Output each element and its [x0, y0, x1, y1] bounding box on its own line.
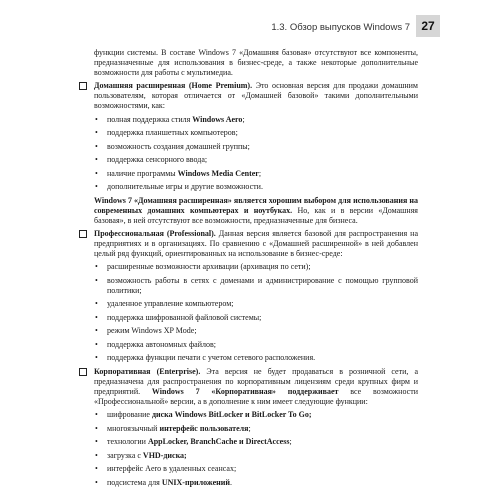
section-home-premium: [94, 81, 418, 111]
home-premium-title: Домашняя расширенная (Home Premium).: [94, 81, 253, 90]
bullet-icon: •: [95, 477, 98, 487]
bullet-icon: •: [95, 299, 98, 308]
bullet-icon: •: [95, 262, 98, 271]
page-number: 27: [416, 15, 440, 37]
bullet-icon: •: [95, 410, 98, 419]
home-premium-summary: Windows 7 «Домашняя расширенная» является хорошим выбором для использования на современных домашних компьютерах и ноутбуках. Но, как и в версии «Домашняя базовая», в ней отсутствуют все возможности, предназначенные для бизнеса.: [94, 195, 418, 225]
bullet-icon: •: [95, 423, 98, 433]
checkbox-square-icon: [79, 368, 87, 376]
list-item: • технологии AppLocker, BranchCache и DirectAccess;: [95, 437, 292, 446]
bullet-icon: •: [95, 155, 98, 164]
list-item: • многоязычный интерфейс пользователя;: [95, 423, 251, 433]
list-item: • возможность создания домашней группы;: [95, 141, 250, 151]
enterprise-title: Корпоративная (Enterprise).: [94, 366, 201, 376]
list-item: • поддержка шифрованной файловой системы;: [95, 312, 262, 322]
list-item: • поддержка функции печати с учетом сетевого расположения.: [95, 353, 316, 362]
bullet-icon: •: [95, 464, 98, 473]
bullet-icon: •: [95, 437, 98, 446]
bullet-icon: •: [95, 326, 98, 335]
home-premium-text: Это основная версия для продажи домашним пользователям, которая отличается от «Домашней базовой» такими дополнительными возможностями, как:: [94, 81, 418, 110]
checkbox-square-icon: [79, 82, 87, 90]
list-item: • интерфейс Aero в удаленных сеансах;: [95, 464, 237, 473]
bullet-icon: •: [95, 339, 98, 349]
list-item: • полная поддержка стиля Windows Aero;: [95, 114, 245, 124]
bullet-icon: •: [95, 114, 98, 124]
list-item: • наличие программы Windows Media Center;: [95, 168, 262, 178]
bullet-icon: •: [95, 450, 98, 460]
section-enterprise: Корпоративная (Enterprise). Эта версия не будет продаваться в розничной сети, а предназначена для распространения по корпоративным лицензиям среди крупных фирм и предприятий. Windows 7 «Корпоративная» поддерживает все возможности «Профессиональной» версии, а в дополнение к ним имеет следующие функции:: [94, 367, 418, 407]
page-body: [94, 48, 418, 491]
list-item: • дополнительные игры и другие возможности.: [95, 182, 263, 191]
list-item: • удаленное управление компьютером;: [95, 299, 234, 308]
list-item: • поддержка автономных файлов;: [95, 339, 216, 349]
home-premium-features: [94, 115, 418, 193]
list-item: • поддержка сенсорного ввода;: [95, 155, 208, 164]
enterprise-features: [94, 410, 418, 488]
bullet-icon: •: [95, 312, 98, 322]
section-professional: [94, 229, 418, 259]
bullet-icon: •: [95, 128, 98, 137]
list-item: • возможность работы в сетях с доменами и администрирование с помощью групповой политики;: [95, 275, 418, 295]
bullet-icon: •: [95, 182, 98, 191]
bullet-icon: •: [95, 275, 98, 285]
list-item: • расширенные возможности архивации (архивация по сети);: [95, 262, 311, 271]
list-item: • поддержка планшетных компьютеров;: [95, 128, 238, 137]
professional-title: Профессиональная (Professional).: [94, 228, 216, 238]
bullet-icon: •: [95, 141, 98, 151]
intro-paragraph: функции системы. В составе Windows 7 «Домашняя базовая» отсутствуют все компоненты, предназначенные для использования в бизнес-среде, а также некоторые дополнительные возможности для работы с мультимедиа.: [94, 48, 418, 77]
list-item: • шифрование диска Windows BitLocker и BitLocker To Go;: [95, 410, 312, 419]
bullet-icon: •: [95, 353, 98, 362]
checkbox-square-icon: [79, 230, 87, 238]
professional-features: [94, 262, 418, 363]
list-item: • загрузка с VHD-диска;: [95, 450, 187, 460]
running-header: 1.3. Обзор выпусков Windows 7: [271, 22, 410, 33]
professional-text: Данная версия является базовой для распространения на предприятиях и в организациях. По сравнению с «Домашней расширенной» в ней добавлен целый ряд функций, ориентированных на использование в бизнес-среде:: [94, 228, 419, 258]
list-item: • подсистема для UNIX-приложений.: [95, 477, 232, 487]
bullet-icon: •: [95, 168, 98, 178]
list-item: • режим Windows XP Mode;: [95, 326, 197, 335]
